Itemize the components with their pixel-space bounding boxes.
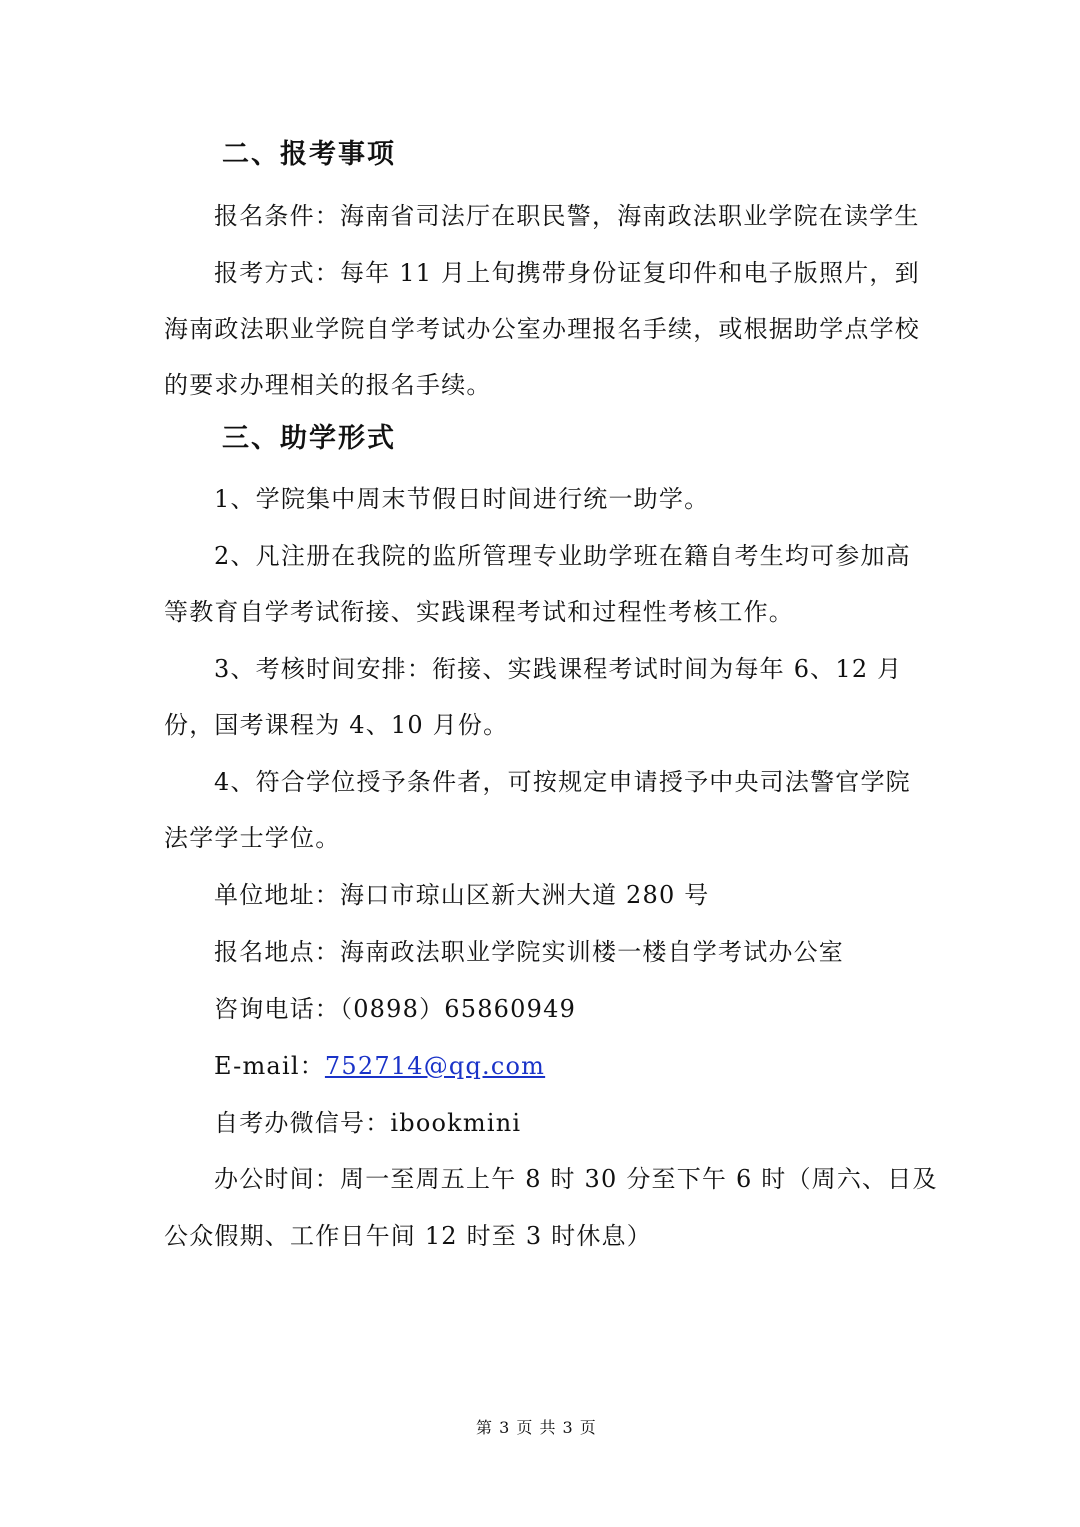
support-item-2-line2: 等教育自学考试衔接、实践课程考试和过程性考核工作。 xyxy=(164,598,794,626)
page-indicator: 第 3 页 共 3 页 xyxy=(476,1418,597,1437)
contact-phone: 咨询电话：（0898）65860949 xyxy=(214,995,577,1023)
contact-address: 单位地址：海口市琼山区新大洲大道 280 号 xyxy=(214,881,710,909)
method-text-line2: 海南政法职业学院自学考试办公室办理报名手续，或根据助学点学校 xyxy=(164,315,920,343)
method-text-line1: 报考方式：每年 11 月上旬携带身份证复印件和电子版照片，到 xyxy=(214,259,920,287)
eligibility-text: 报名条件：海南省司法厅在职民警，海南政法职业学院在读学生 xyxy=(214,202,920,230)
office-hours-line2: 公众假期、工作日午间 12 时至 3 时休息） xyxy=(164,1222,652,1250)
contact-location: 报名地点：海南政法职业学院实训楼一楼自学考试办公室 xyxy=(214,938,844,966)
method-text-line3: 的要求办理相关的报名手续。 xyxy=(164,371,492,399)
support-item-2-line1: 2、凡注册在我院的监所管理专业助学班在籍自考生均可参加高 xyxy=(214,542,911,570)
support-item-1: 1、学院集中周末节假日时间进行统一助学。 xyxy=(214,485,710,513)
support-item-4-line1: 4、符合学位授予条件者，可按规定申请授予中央司法警官学院 xyxy=(214,768,911,796)
contact-wechat: 自考办微信号：ibookmini xyxy=(214,1109,522,1137)
section-heading-exam: 二、报考事项 xyxy=(222,139,396,170)
email-link[interactable]: 752714@qq.com xyxy=(324,1052,546,1080)
support-item-3-line1: 3、考核时间安排：衔接、实践课程考试时间为每年 6、12 月 xyxy=(214,655,903,683)
support-item-4-line2: 法学学士学位。 xyxy=(164,824,341,852)
contact-email-row xyxy=(214,1051,545,1081)
email-label: E-mail： xyxy=(214,1052,325,1080)
office-hours-line1: 办公时间：周一至周五上午 8 时 30 分至下午 6 时（周六、日及 xyxy=(214,1165,938,1193)
section-heading-support: 三、助学形式 xyxy=(222,423,396,454)
support-item-3-line2: 份，国考课程为 4、10 月份。 xyxy=(164,711,509,739)
